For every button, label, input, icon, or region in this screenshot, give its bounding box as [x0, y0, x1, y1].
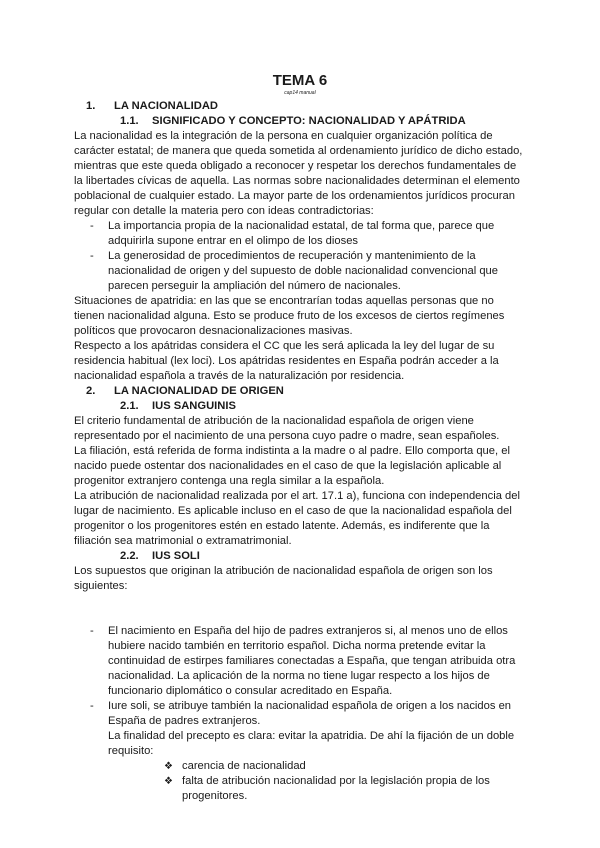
- subsection-number: 2.1.: [120, 400, 139, 412]
- paragraph: El criterio fundamental de atribución de la nacionalidad española de origen viene representado por el nacimiento de una persona cuyo padre o madre, sean españoles.: [74, 415, 500, 442]
- page-subtitle: cap14 manual: [284, 90, 316, 96]
- paragraph: La atribución de nacionalidad realizada por el art. 17.1 a), funciona con independencia del lugar de nacimiento. Es aplicable incluso en el caso de que la nacionalidad española del progenitor o los progenitores estén en estado latente. Además, es indiferente que la filiación sea matrimonial o extramatrimonial.: [74, 490, 520, 547]
- dash-list: [74, 624, 526, 729]
- dash-list: [74, 219, 526, 294]
- subsection-number: 1.1.: [120, 115, 139, 127]
- subsection-title: IUS SOLI: [152, 550, 200, 562]
- paragraph: La nacionalidad es la integración de la persona en cualquier organización política de carácter estatal; de manera que queda sometida al ordenamiento jurídico de dicho estado, mientras que este queda obligado a reconocer y respetar los derechos fundamentales de la libertades cívicas de aquella. Las normas sobre nacionalidades determinan el elemento poblacional de cualquier estado. La mayor parte de los ordenamientos jurídicos procuran regular con detalle la materia pero con ideas contradictorias:: [74, 130, 523, 217]
- list-item-text: falta de atribución nacionalidad por la legislación propia de los progenitores.: [182, 775, 490, 802]
- paragraph: La finalidad del precepto es clara: evitar la apatridia. De ahí la fijación de un doble requisito:: [108, 730, 515, 757]
- paragraph: La filiación, está referida de forma indistinta a la madre o al padre. Ello comporta que, el nacido puede ostentar dos nacionalidades en el caso de que la legislación aplicable al progenitor extranjero contenga una regla similar a la española.: [74, 445, 510, 487]
- subsection-title: SIGNIFICADO Y CONCEPTO: NACIONALIDAD Y APÁTRIDA: [152, 115, 466, 127]
- subsection-heading-2-2: [74, 549, 526, 564]
- page-title: TEMA 6: [272, 72, 328, 89]
- paragraph: Respecto a los apátridas considera el CC que les será aplicada la ley del lugar de su residencia habitual (lex loci). Los apátridas residentes en España podrán acceder a la nacionalidad española a través de la naturalización por residencia.: [74, 340, 499, 382]
- list-item: - Iure soli, se atribuye también la nacionalidad española de origen a los nacidos en España de padres extranjeros.: [74, 699, 526, 729]
- list-item: - El nacimiento en España del hijo de padres extranjeros si, al menos uno de ellos hubiere nacido también en territorio español. Dicha norma pretende evitar la continuidad de estirpes familiares conectadas a España, que tengan atribuida otra nacionalidad. La aplicación de la norma no tiene lugar respecto a los hijos de funcionario diplomático o consular acreditado en España.: [74, 624, 526, 699]
- diamond-list: [74, 759, 526, 804]
- diamond-bullet-icon: ❖: [164, 776, 173, 787]
- spacer: [74, 594, 526, 624]
- diamond-bullet-icon: ❖: [164, 761, 173, 772]
- subsection-title: IUS SANGUINIS: [152, 400, 236, 412]
- section-heading-1: [74, 99, 526, 114]
- section-title: LA NACIONALIDAD: [114, 100, 218, 112]
- list-item: [74, 774, 526, 804]
- subsection-heading-1-1: [74, 114, 526, 129]
- section-number: 2.: [86, 385, 96, 397]
- list-item: - La generosidad de procedimientos de recuperación y mantenimiento de la nacionalidad de origen y del supuesto de doble nacionalidad convencional que parecen perseguir la ampliación del número de nacionales.: [74, 249, 526, 294]
- section-title: LA NACIONALIDAD DE ORIGEN: [114, 385, 284, 397]
- list-item: - La importancia propia de la nacionalidad estatal, de tal forma que, parece que adquirirla supone entrar en el olimpo de los dioses: [74, 219, 526, 249]
- paragraph: Situaciones de apatridia: en las que se encontrarían todas aquellas personas que no tienen nacionalidad alguna. Esto se produce fruto de los excesos de ciertos regímenes políticos que provocaron desnacionalizaciones masivas.: [74, 295, 505, 337]
- subsection-number: 2.2.: [120, 550, 139, 562]
- section-number: 1.: [86, 100, 96, 112]
- list-item: [74, 759, 526, 774]
- list-item-text: carencia de nacionalidad: [182, 760, 306, 772]
- section-heading-2: [74, 384, 526, 399]
- subsection-heading-2-1: [74, 399, 526, 414]
- paragraph: Los supuestos que originan la atribución de nacionalidad española de origen son los siguientes:: [74, 565, 493, 592]
